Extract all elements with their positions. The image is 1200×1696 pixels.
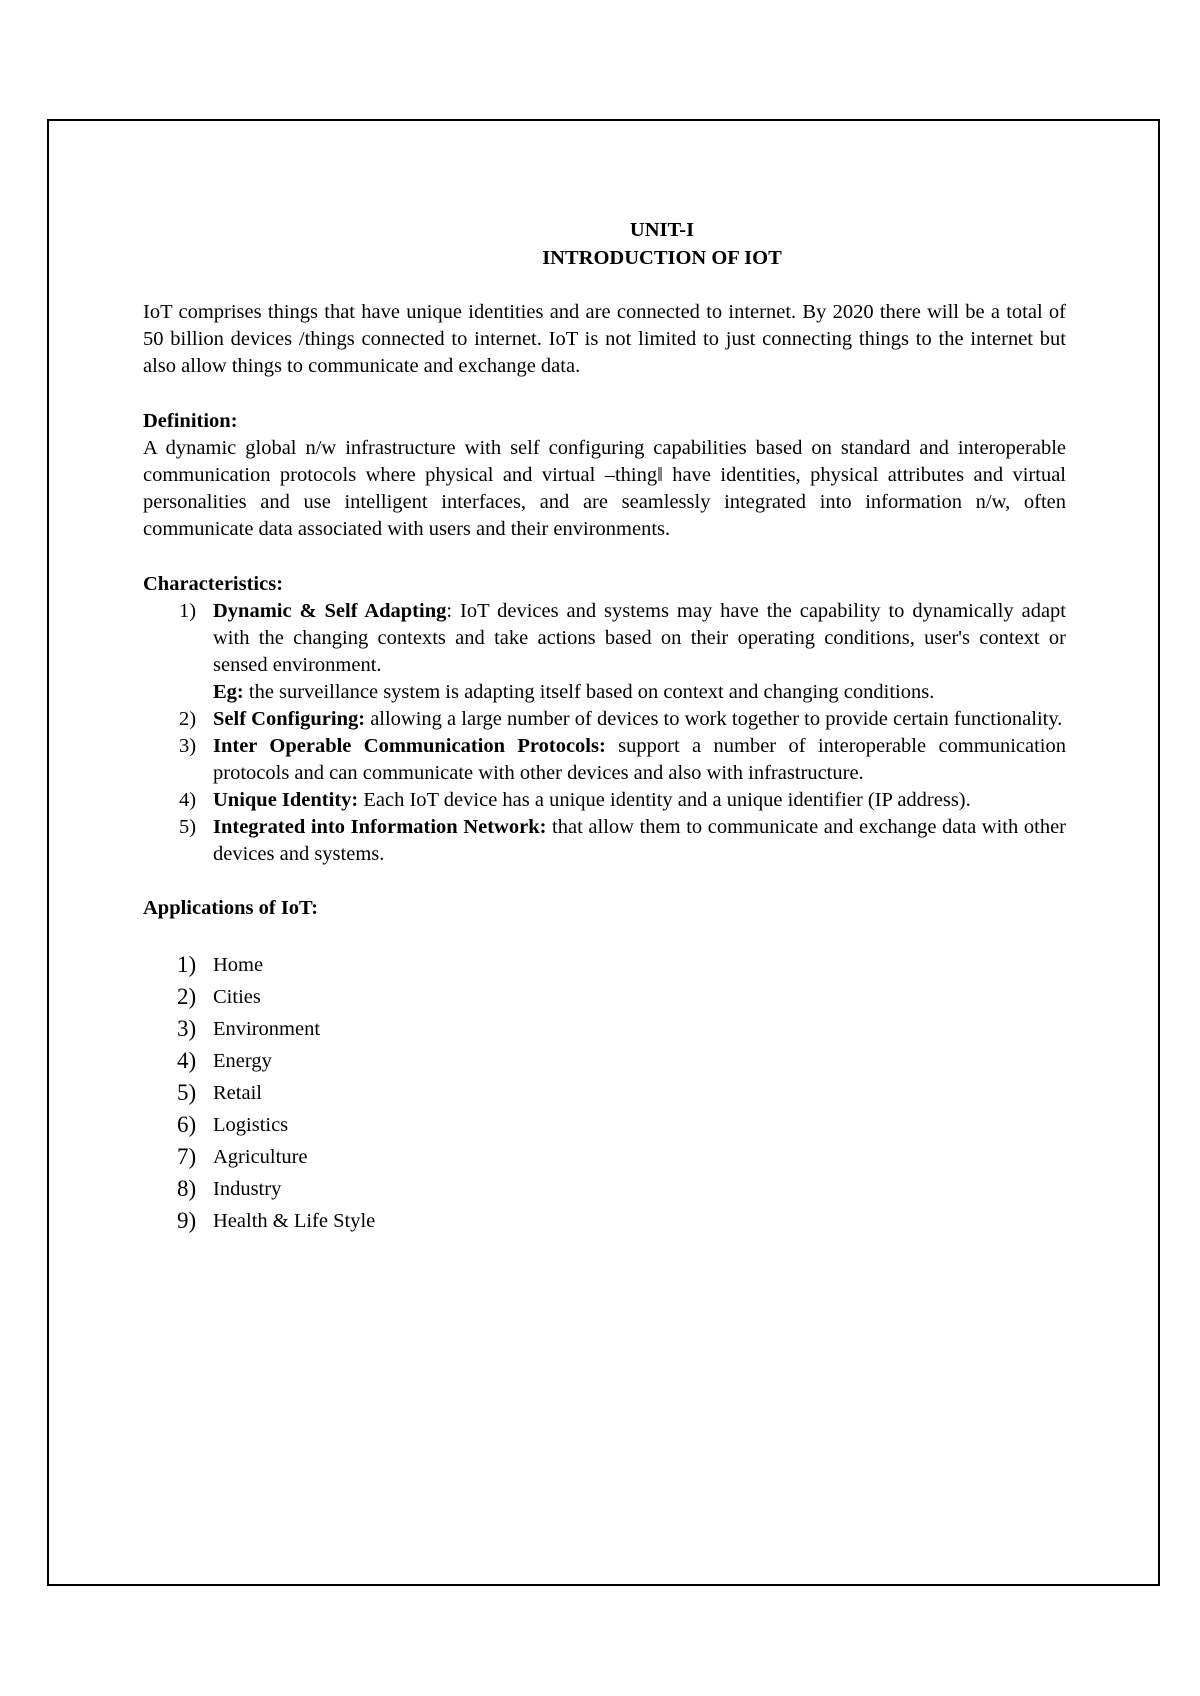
application-label: Agriculture: [213, 1146, 308, 1168]
application-label: Retail: [213, 1082, 262, 1104]
list-item: [143, 1173, 1066, 1205]
list-number: 3): [179, 735, 197, 757]
list-item: [143, 814, 1066, 868]
application-label: Logistics: [213, 1114, 289, 1136]
list-item: [143, 787, 1066, 814]
list-number: 5): [177, 1080, 197, 1105]
list-item: [143, 981, 1066, 1013]
definition-paragraph: A dynamic global n/w infrastructure with self configuring capabilities based on standard and interoperable communication protocols where physical and virtual –thing‖ have identities, physical attributes and virtual personalities and use intelligent interfaces, and are seamlessly integrated into information n/w, often communicate data associated with users and their environments.: [143, 437, 1066, 540]
list-number: 8): [177, 1176, 197, 1201]
page-title: INTRODUCTION OF IOT: [542, 247, 782, 269]
term-label: Dynamic & Self Adapting: [213, 600, 447, 622]
item-text: Each IoT device has a unique identity and a unique identifier (IP address).: [358, 789, 971, 811]
applications-heading: Applications of IoT:: [143, 897, 319, 919]
applications-list: [143, 949, 1066, 1237]
example-text: the surveillance system is adapting itself based on context and changing conditions.: [243, 681, 935, 703]
list-item: [143, 1109, 1066, 1141]
application-label: Industry: [213, 1178, 282, 1200]
example-label: Eg:: [213, 681, 244, 703]
characteristics-heading: Characteristics:: [143, 573, 284, 595]
list-number: 3): [177, 1016, 197, 1041]
term-label: Inter Operable Communication Protocols:: [213, 735, 606, 757]
list-number: 5): [179, 816, 197, 838]
term-label: Self Configuring:: [213, 708, 366, 730]
list-number: 9): [177, 1208, 197, 1233]
application-label: Energy: [213, 1050, 272, 1072]
item-text: that allow them to communicate and exchange data with other devices and systems.: [213, 816, 1066, 865]
list-number: 2): [177, 984, 197, 1009]
list-item: [143, 1141, 1066, 1173]
list-item: [143, 598, 1066, 706]
item-text: IoT devices and systems may have the capability to dynamically adapt with the changing contexts and take actions based on their operating conditions, user's context or sensed environment.: [213, 600, 1066, 676]
list-number: 1): [179, 600, 197, 622]
list-number: 6): [177, 1112, 197, 1137]
application-label: Environment: [213, 1018, 321, 1040]
list-item: [143, 949, 1066, 981]
intro-paragraph: IoT comprises things that have unique identities and are connected to internet. By 2020 there will be a total of 50 billion devices /things connected to internet. IoT is not limited to just connecting things to the internet but also allow things to communicate and exchange data.: [143, 301, 1066, 377]
term-label: Unique Identity:: [213, 789, 359, 811]
characteristics-list: [143, 598, 1066, 868]
list-number: 7): [177, 1144, 197, 1169]
list-number: 4): [177, 1048, 197, 1073]
list-item: [143, 1013, 1066, 1045]
term-separator: :: [446, 600, 453, 622]
list-item: [143, 733, 1066, 787]
item-text: support a number of interoperable communication protocols and can communicate with other devices and also with infrastructure.: [213, 735, 1066, 784]
list-number: 1): [177, 952, 197, 977]
definition-heading: Definition:: [143, 410, 238, 432]
application-label: Home: [213, 954, 264, 976]
list-item: [143, 1077, 1066, 1109]
document-content: [143, 216, 1066, 1237]
list-number: 2): [179, 708, 197, 730]
application-label: Cities: [213, 986, 261, 1008]
list-item: [143, 1045, 1066, 1077]
list-item: [143, 1205, 1066, 1237]
application-label: Health & Life Style: [213, 1210, 376, 1232]
title-block: [258, 216, 1066, 272]
unit-label: UNIT-I: [629, 219, 695, 241]
item-text: allowing a large number of devices to work together to provide certain functionality.: [365, 708, 1063, 730]
list-item: [143, 706, 1066, 733]
list-number: 4): [179, 789, 197, 811]
term-label: Integrated into Information Network:: [213, 816, 547, 838]
